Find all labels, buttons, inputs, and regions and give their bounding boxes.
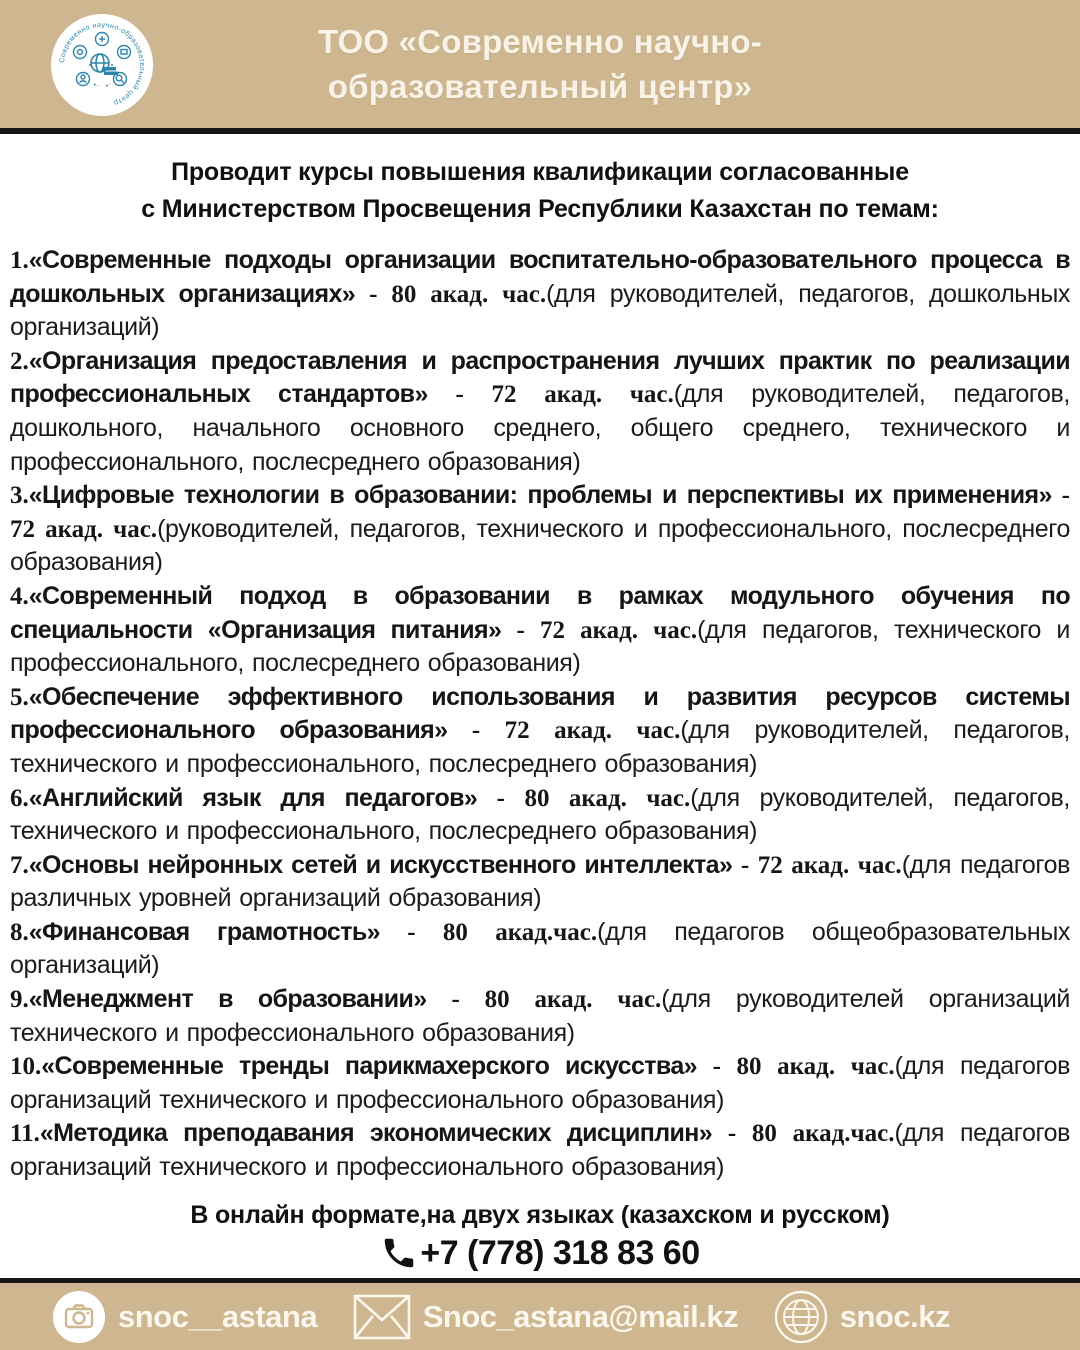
course-item-7 (10, 849, 1070, 916)
course-hours: - 72 акад. час. (732, 851, 902, 879)
logo (50, 13, 154, 117)
course-item-3 (10, 479, 1070, 580)
logo-emblem-icon (50, 13, 154, 117)
phone-receiver-icon (380, 1234, 418, 1272)
course-hours: - 72 акад. час. (427, 381, 674, 409)
course-audience: (руководителей, педагогов, технического и профессионального, послесреднего образования) (10, 514, 1070, 577)
course-title: «Цифровые технологии в образовании: проблемы и перспективы их применения» (28, 481, 1052, 510)
intro-line2: с Министерством Просвещения Республики Казахстан по темам: (141, 195, 939, 223)
header-title-line2: образовательный центр» (327, 68, 753, 105)
course-hours: - 80 акад. час. (696, 1053, 895, 1081)
course-audience: (для педагогов организаций технического и профессионального образования) (10, 1119, 1071, 1182)
header (0, 0, 1080, 134)
course-audience: (для руководителей, педагогов, дошкольного, начального основного среднего, общего среднего, технического и профессионального, послесреднего образования) (10, 380, 1070, 476)
course-title: «Обеспечение эффективного использования и развития ресурсов системы профессионального образования» (10, 682, 1070, 745)
header-title-line1: ТОО «Современно научно- (318, 23, 762, 60)
header-title (0, 19, 1080, 109)
phone-contact[interactable] (10, 1234, 1070, 1273)
course-title: «Современные подходы организации воспитательно-образовательного процесса в дошкольных организациях» (10, 246, 1070, 308)
course-audience: (для руководителей, педагогов, технического и профессионального, послесреднего образования) (10, 783, 1070, 846)
course-title: «Менеджмент в образовании» (28, 985, 427, 1014)
course-hours: - 72 акад. час. (10, 482, 1071, 543)
course-number: 7. (10, 851, 29, 879)
course-title: «Организация предоставления и распространения лучших практик по реализации профессиональных стандартов» (10, 346, 1070, 409)
course-audience: (для педагогов различных уровней организаций образования) (10, 850, 1070, 913)
course-title: «Основы нейронных сетей и искусственного интеллекта» (28, 850, 733, 879)
course-hours: - 80 акад. час. (355, 280, 547, 308)
intro-heading (10, 154, 1070, 228)
course-item-9 (10, 983, 1070, 1050)
course-hours: - 80 акад. час. (477, 784, 691, 812)
course-number: 5. (10, 683, 29, 711)
footer (0, 1278, 1080, 1350)
course-audience: (для педагогов организаций технического и профессионального образования) (10, 1052, 1071, 1114)
envelope-icon (353, 1294, 411, 1340)
course-audience: (для педагогов общеобразовательных организаций) (10, 917, 1070, 980)
course-hours: - 72 акад. час. (501, 616, 698, 644)
course-item-5 (10, 681, 1070, 782)
camera-icon (52, 1290, 106, 1344)
course-number: 9. (10, 986, 29, 1014)
course-audience: (для руководителей, педагогов, технического и профессионального, послесреднего образования) (10, 716, 1070, 778)
course-number: 6. (10, 784, 29, 812)
course-audience: (для педагогов, технического и профессионального, послесреднего образования) (10, 615, 1070, 678)
course-number: 10. (10, 1053, 42, 1081)
course-hours: - 80 акад. час. (426, 986, 662, 1014)
course-number: 4. (10, 582, 29, 610)
course-item-8 (10, 916, 1070, 983)
course-title: «Современный подход в образовании в рамках модульного обучения по специальности «Организация питания» (10, 581, 1070, 644)
instagram-handle: snoc__astana (118, 1298, 318, 1334)
intro-line1: Проводит курсы повышения квалификации согласованные (171, 158, 909, 186)
course-number: 8. (10, 918, 29, 946)
globe-icon (774, 1290, 828, 1344)
website-url: snoc.kz (839, 1298, 950, 1334)
main-content (0, 134, 1080, 1278)
course-item-11 (10, 1117, 1070, 1184)
course-number: 1. (10, 247, 29, 274)
logo-ring-text: Современно научно-образовательный центр (57, 19, 148, 108)
course-item-10 (10, 1050, 1070, 1117)
course-item-6 (10, 782, 1070, 849)
course-audience: (для руководителей, педагогов, дошкольных организаций) (10, 279, 1071, 342)
course-number: 3. (10, 482, 29, 510)
course-number: 2. (10, 347, 29, 375)
email-contact[interactable] (353, 1294, 738, 1340)
course-item-1 (10, 244, 1070, 345)
website-contact[interactable] (774, 1290, 950, 1344)
course-item-2 (10, 345, 1070, 479)
course-audience: (для руководителей организаций технического и профессионального образования) (10, 985, 1070, 1047)
online-format-note: В онлайн формате,на двух языках (казахском и русском) (190, 1200, 890, 1229)
email-address: Snoc_astana@mail.kz (422, 1298, 739, 1334)
course-hours: - 80 акад.час. (712, 1120, 895, 1148)
phone-number: +7 (778) 318 83 60 (420, 1233, 700, 1272)
course-list (10, 244, 1070, 1185)
course-item-4 (10, 580, 1070, 681)
course-title: «Методика преподавания экономических дисциплин» (39, 1119, 713, 1148)
course-title: «Финансовая грамотность» (28, 917, 380, 946)
course-hours: - 72 акад. час. (447, 717, 681, 745)
course-number: 11. (10, 1120, 40, 1148)
course-title: «Современные тренды парикмахерского искусства» (41, 1052, 697, 1081)
course-hours: - 80 акад.час. (379, 918, 598, 946)
instagram-contact[interactable] (52, 1290, 317, 1344)
course-title: «Английский язык для педагогов» (28, 783, 478, 812)
